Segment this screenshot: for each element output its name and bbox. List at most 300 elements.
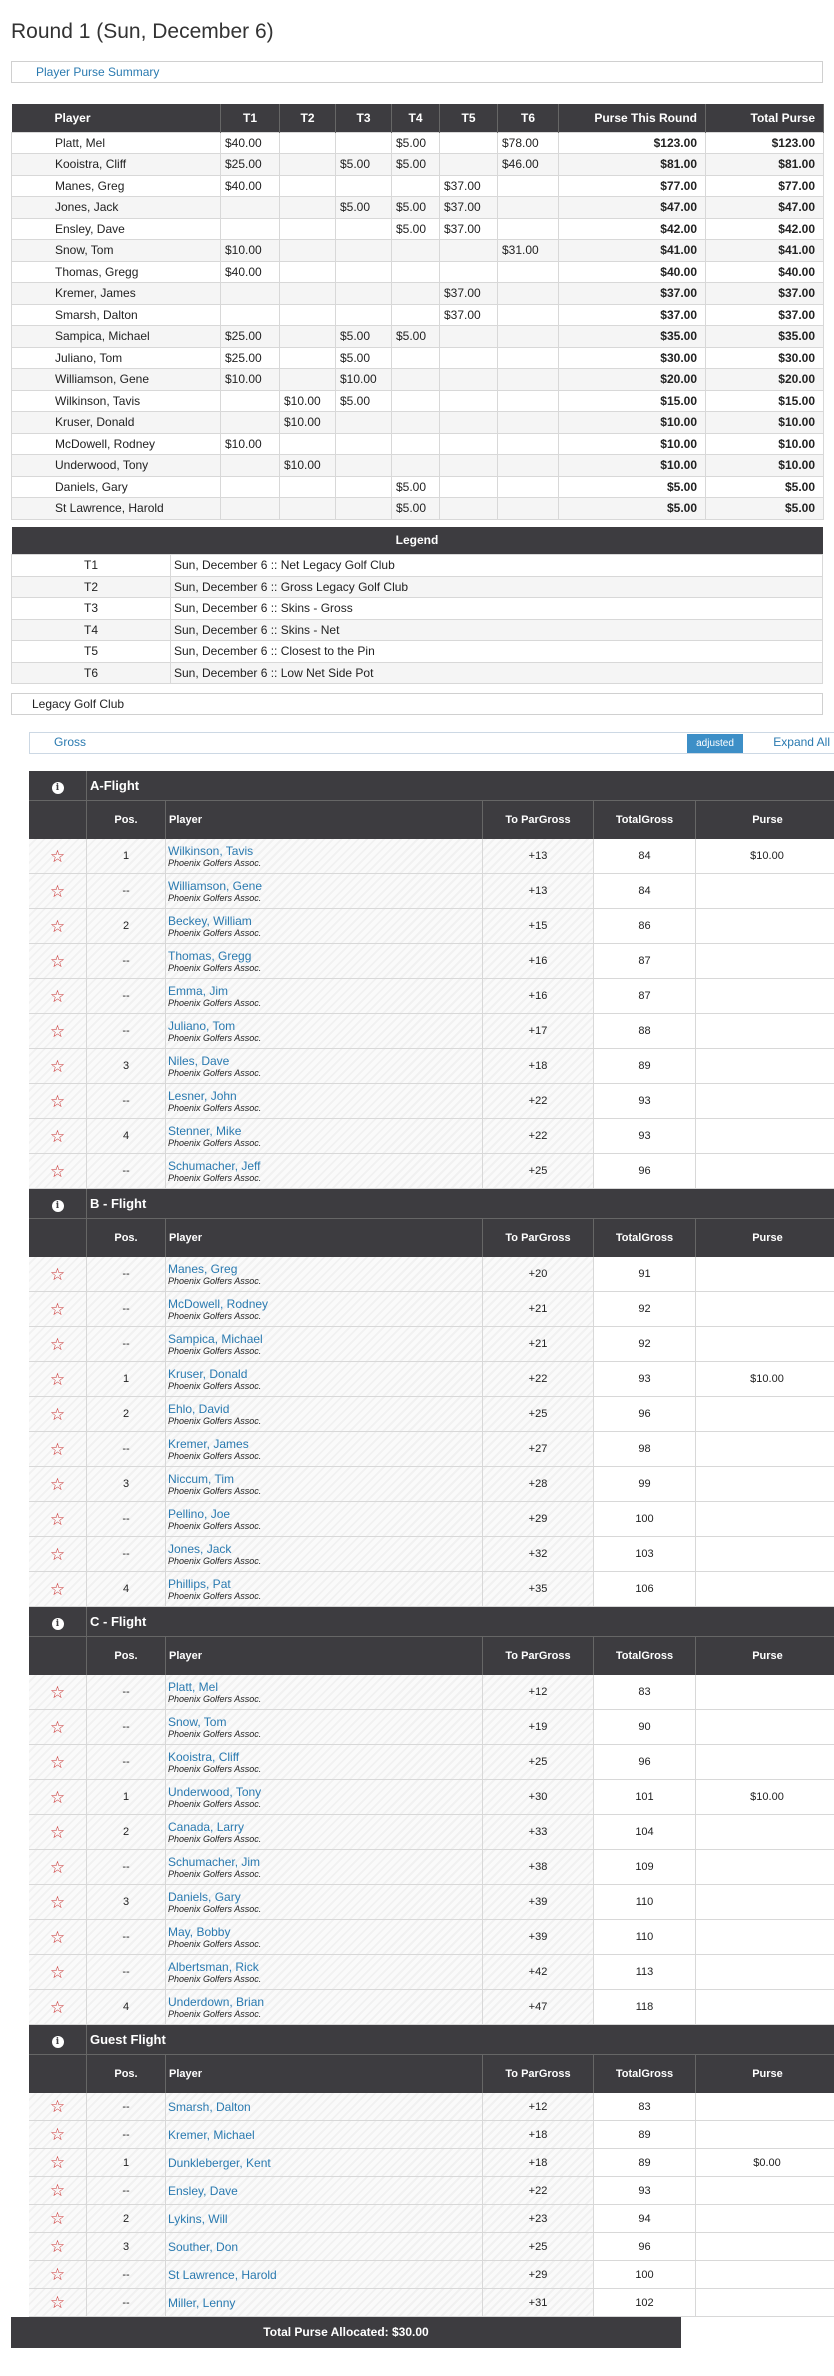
legend-table: [11, 527, 823, 685]
favorite-toggle[interactable]: [29, 1815, 87, 1849]
to-par-gross: +28: [483, 1467, 594, 1501]
player-name-link[interactable]: Kooistra, Cliff: [168, 1749, 240, 1764]
player-name-link[interactable]: Souther, Don: [168, 2239, 239, 2254]
player-name-link[interactable]: Thomas, Gregg: [168, 948, 252, 963]
star-outline-icon: ☆: [49, 2097, 66, 2116]
favorite-toggle[interactable]: [29, 909, 87, 943]
player-name-link[interactable]: Lykins, Will: [168, 2211, 228, 2226]
purse-cell: $10.00: [280, 455, 336, 477]
player-association: Phoenix Golfers Assoc.: [168, 1032, 262, 1043]
position: --: [87, 1154, 166, 1188]
total-gross: 84: [594, 874, 696, 908]
purse-cell: $5.00: [392, 326, 440, 348]
favorite-toggle[interactable]: [29, 2233, 87, 2260]
favorite-toggle[interactable]: [29, 1990, 87, 2024]
purse-amount: [696, 1990, 834, 2024]
player-name-link[interactable]: Ehlo, David: [168, 1401, 230, 1416]
purse-cell: $37.00: [440, 218, 498, 240]
position: --: [87, 1955, 166, 1989]
star-outline-icon: ☆: [49, 1579, 66, 1599]
purse-col-header: Total Purse: [706, 104, 824, 132]
star-outline-icon: ☆: [49, 1021, 66, 1041]
legend-row: [12, 662, 823, 684]
purse-cell: $25.00: [221, 154, 280, 176]
player-name-link[interactable]: Jones, Jack: [168, 1541, 232, 1556]
player-name-link[interactable]: McDowell, Rodney: [168, 1296, 269, 1311]
star-outline-icon: ☆: [49, 2125, 66, 2144]
star-outline-icon: ☆: [49, 1787, 66, 1807]
player-association: Phoenix Golfers Assoc.: [168, 927, 262, 938]
player-name-link[interactable]: Sampica, Michael: [168, 1331, 263, 1346]
position: 2: [87, 1815, 166, 1849]
favorite-toggle[interactable]: [29, 1467, 87, 1501]
star-outline-icon: ☆: [49, 1126, 66, 1146]
player-col-header: Player: [166, 1219, 483, 1257]
to-par-header-line1: To Par: [505, 813, 539, 826]
legend-description: Sun, December 6 :: Closest to the Pin: [171, 641, 823, 663]
purse-row: [12, 261, 824, 283]
purse-player-name: Platt, Mel: [12, 132, 221, 154]
player-cell: [166, 1362, 483, 1396]
purse-cell: [498, 390, 559, 412]
leaderboard-row: [29, 874, 834, 909]
favorite-toggle[interactable]: [29, 1397, 87, 1431]
to-par-gross: +25: [483, 2233, 594, 2260]
total-col-header: [594, 801, 696, 839]
gross-toolbar: [29, 732, 834, 754]
flight-header: [29, 1607, 834, 1637]
purse-cell: $15.00: [559, 390, 706, 412]
player-name-link[interactable]: Albertsman, Rick: [168, 1959, 259, 1974]
purse-amount: [696, 1432, 834, 1466]
purse-cell: [336, 261, 392, 283]
leaderboard-row: [29, 1815, 834, 1850]
purse-cell: $10.00: [706, 455, 824, 477]
flight-name: C - Flight: [90, 1614, 147, 1629]
player-purse-summary-link[interactable]: Player Purse Summary: [11, 61, 823, 83]
favorite-toggle[interactable]: [29, 1292, 87, 1326]
favorite-toggle[interactable]: [29, 2121, 87, 2148]
info-icon: i: [52, 2036, 64, 2048]
favorite-toggle[interactable]: [29, 979, 87, 1013]
favorite-toggle[interactable]: [29, 1920, 87, 1954]
total-gross: 90: [594, 1710, 696, 1744]
flight-info-button[interactable]: [29, 2025, 87, 2055]
total-gross: 93: [594, 1362, 696, 1396]
favorite-toggle[interactable]: [29, 1049, 87, 1083]
purse-amount: [696, 1815, 834, 1849]
favorite-toggle[interactable]: [29, 2093, 87, 2120]
legend-code: T3: [12, 598, 171, 620]
player-name-link[interactable]: Snow, Tom: [168, 1714, 227, 1729]
purse-cell: [392, 347, 440, 369]
player-association: Phoenix Golfers Assoc.: [168, 1102, 262, 1113]
favorite-toggle[interactable]: [29, 1850, 87, 1884]
purse-amount: [696, 1710, 834, 1744]
purse-cell: [440, 326, 498, 348]
total-gross: 110: [594, 1885, 696, 1919]
info-icon: i: [52, 1200, 64, 1212]
purse-row: [12, 498, 824, 520]
leaderboard-row: [29, 2149, 834, 2177]
position: 3: [87, 2233, 166, 2260]
total-gross: 102: [594, 2289, 696, 2316]
leaderboard-row: [29, 839, 834, 874]
flight-info-button[interactable]: [29, 771, 87, 801]
favorite-toggle[interactable]: [29, 1257, 87, 1291]
purse-cell: [336, 132, 392, 154]
player-cell: [166, 979, 483, 1013]
favorite-toggle[interactable]: [29, 2149, 87, 2176]
page-title: Round 1 (Sun, December 6): [11, 20, 274, 43]
purse-cell: [280, 261, 336, 283]
purse-cell: $37.00: [440, 304, 498, 326]
purse-cell: [336, 476, 392, 498]
position: --: [87, 979, 166, 1013]
flight-section: [29, 2025, 834, 2317]
to-par-gross: +42: [483, 1955, 594, 1989]
position: 2: [87, 1397, 166, 1431]
player-name-link[interactable]: Kruser, Donald: [168, 1366, 248, 1381]
favorite-toggle[interactable]: [29, 1537, 87, 1571]
player-col-header: Player: [166, 2055, 483, 2093]
purse-cell: [498, 197, 559, 219]
position: --: [87, 1502, 166, 1536]
favorite-toggle[interactable]: [29, 1572, 87, 1606]
purse-cell: [392, 455, 440, 477]
player-name-link[interactable]: Underwood, Tony: [168, 1784, 262, 1799]
player-name-link[interactable]: Stenner, Mike: [168, 1123, 242, 1138]
total-gross: 93: [594, 1119, 696, 1153]
player-name-link[interactable]: Lesner, John: [168, 1088, 237, 1103]
purse-amount: [696, 1014, 834, 1048]
player-name-link[interactable]: Dunkleberger, Kent: [168, 2155, 271, 2170]
to-par-gross: +39: [483, 1920, 594, 1954]
favorite-toggle[interactable]: [29, 1955, 87, 1989]
purse-player-name: Ensley, Dave: [12, 218, 221, 240]
leaderboard-row: [29, 1885, 834, 1920]
star-outline-icon: ☆: [49, 2293, 66, 2312]
purse-cell: $37.00: [559, 283, 706, 305]
player-name-link[interactable]: Juliano, Tom: [168, 1018, 236, 1033]
player-association: Phoenix Golfers Assoc.: [168, 1485, 262, 1496]
purse-cell: $5.00: [706, 476, 824, 498]
position: 3: [87, 1049, 166, 1083]
purse-cell: $40.00: [221, 132, 280, 154]
flight-info-button[interactable]: [29, 1607, 87, 1637]
purse-cell: [440, 498, 498, 520]
purse-cell: $40.00: [221, 261, 280, 283]
player-association: Phoenix Golfers Assoc.: [168, 1275, 262, 1286]
flight-info-button[interactable]: [29, 1189, 87, 1219]
player-name-link[interactable]: Smarsh, Dalton: [168, 2099, 251, 2114]
total-header-line2: Gross: [641, 1649, 674, 1662]
purse-cell: [280, 132, 336, 154]
expand-all-link[interactable]: Expand All: [773, 735, 830, 749]
to-par-gross: +22: [483, 1362, 594, 1396]
purse-col-header: Player: [12, 104, 221, 132]
favorite-toggle[interactable]: [29, 2289, 87, 2316]
player-cell: [166, 1119, 483, 1153]
purse-cell: $40.00: [559, 261, 706, 283]
player-cell: [166, 2177, 483, 2204]
favorite-toggle[interactable]: [29, 1084, 87, 1118]
total-gross: 93: [594, 2177, 696, 2204]
flight-section: [29, 1189, 834, 1607]
player-association: Phoenix Golfers Assoc.: [168, 1555, 262, 1566]
player-name-link[interactable]: May, Bobby: [168, 1924, 231, 1939]
to-par-gross: +29: [483, 1502, 594, 1536]
purse-player-name: Kooistra, Cliff: [12, 154, 221, 176]
player-association: Phoenix Golfers Assoc.: [168, 857, 262, 868]
purse-cell: $20.00: [706, 369, 824, 391]
star-outline-icon: ☆: [49, 1334, 66, 1354]
player-association: Phoenix Golfers Assoc.: [168, 1938, 262, 1949]
player-name-link[interactable]: Daniels, Gary: [168, 1889, 241, 1904]
purse-amount: $10.00: [696, 1780, 834, 1814]
player-cell: [166, 1084, 483, 1118]
leaderboard-row: [29, 2093, 834, 2121]
flight-column-headers: [29, 801, 834, 839]
player-association: Phoenix Golfers Assoc.: [168, 1903, 262, 1914]
player-name-link[interactable]: Niccum, Tim: [168, 1471, 234, 1486]
purse-amount: [696, 2261, 834, 2288]
purse-cell: [498, 326, 559, 348]
purse-cell: [221, 412, 280, 434]
purse-cell: [440, 132, 498, 154]
position: --: [87, 1327, 166, 1361]
favorite-toggle[interactable]: [29, 1362, 87, 1396]
player-cell: [166, 909, 483, 943]
star-outline-icon: ☆: [49, 1544, 66, 1564]
player-name-link[interactable]: Pellino, Joe: [168, 1506, 231, 1521]
favorite-toggle[interactable]: [29, 1502, 87, 1536]
total-header-line1: Total: [615, 1231, 642, 1244]
position: 4: [87, 1119, 166, 1153]
to-par-gross: +30: [483, 1780, 594, 1814]
leaderboard-row: [29, 1572, 834, 1607]
purse-cell: [440, 433, 498, 455]
total-gross: 89: [594, 1049, 696, 1083]
player-association: Phoenix Golfers Assoc.: [168, 1868, 262, 1879]
player-name-link[interactable]: Schumacher, Jim: [168, 1854, 261, 1869]
to-par-gross: +12: [483, 1675, 594, 1709]
player-name-link[interactable]: Williamson, Gene: [168, 878, 263, 893]
leaderboard-row: [29, 1675, 834, 1710]
pos-col-header: Pos.: [87, 801, 166, 839]
position: --: [87, 1850, 166, 1884]
purse-cell: $5.00: [706, 498, 824, 520]
purse-cell: [221, 498, 280, 520]
player-name-link[interactable]: St Lawrence, Harold: [168, 2267, 277, 2282]
purse-cell: $10.00: [221, 240, 280, 262]
favorite-toggle[interactable]: [29, 2261, 87, 2288]
purse-cell: $41.00: [559, 240, 706, 262]
player-name-link[interactable]: Manes, Greg: [168, 1261, 238, 1276]
purse-cell: [392, 283, 440, 305]
player-name-link[interactable]: Kremer, Michael: [168, 2127, 255, 2142]
leaderboard-row: [29, 2121, 834, 2149]
purse-cell: $30.00: [706, 347, 824, 369]
player-name-link[interactable]: Canada, Larry: [168, 1819, 245, 1834]
position: --: [87, 2093, 166, 2120]
star-outline-icon: ☆: [49, 1161, 66, 1181]
favorite-toggle[interactable]: [29, 1745, 87, 1779]
purse-amount: [696, 944, 834, 978]
player-name-link[interactable]: Schumacher, Jeff: [168, 1158, 261, 1173]
purse-amount: [696, 1119, 834, 1153]
player-name-link[interactable]: Miller, Lenny: [168, 2295, 236, 2310]
favorite-toggle[interactable]: [29, 839, 87, 873]
total-gross: 84: [594, 839, 696, 873]
purse-cell: [498, 283, 559, 305]
leaderboard-row: [29, 1362, 834, 1397]
purse-cell: [336, 304, 392, 326]
star-outline-icon: ☆: [49, 1264, 66, 1284]
total-gross: 91: [594, 1257, 696, 1291]
purse-amount: [696, 979, 834, 1013]
star-outline-icon: ☆: [49, 1717, 66, 1737]
player-name-link[interactable]: Wilkinson, Tavis: [168, 843, 254, 858]
legend-row: [12, 619, 823, 641]
position: --: [87, 874, 166, 908]
purse-col-header: Purse: [752, 813, 783, 826]
purse-amount: [696, 1327, 834, 1361]
purse-amount: [696, 2121, 834, 2148]
purse-player-name: Jones, Jack: [12, 197, 221, 219]
purse-cell: $40.00: [221, 175, 280, 197]
position: --: [87, 2289, 166, 2316]
total-header-line2: Gross: [641, 1231, 674, 1244]
player-name-link[interactable]: Phillips, Pat: [168, 1576, 231, 1591]
purse-cell: [336, 455, 392, 477]
player-cell: [166, 1432, 483, 1466]
purse-row: [12, 240, 824, 262]
player-name-link[interactable]: Platt, Mel: [168, 1679, 219, 1694]
purse-amount: [696, 2289, 834, 2316]
favorite-toggle[interactable]: [29, 1119, 87, 1153]
purse-cell: [280, 283, 336, 305]
favorite-toggle[interactable]: [29, 1710, 87, 1744]
player-name-link[interactable]: Underdown, Brian: [168, 1994, 265, 2009]
favorite-toggle[interactable]: [29, 944, 87, 978]
favorite-toggle[interactable]: [29, 2177, 87, 2204]
purse-player-name: Daniels, Gary: [12, 476, 221, 498]
favorite-toggle[interactable]: [29, 1327, 87, 1361]
leaderboard-row: [29, 1432, 834, 1467]
favorite-toggle[interactable]: [29, 1885, 87, 1919]
purse-cell: [280, 304, 336, 326]
purse-cell: $5.00: [336, 154, 392, 176]
player-name-link[interactable]: Ensley, Dave: [168, 2183, 238, 2198]
flight-name: B - Flight: [90, 1196, 147, 1211]
total-gross: 88: [594, 1014, 696, 1048]
legend-row: [12, 576, 823, 598]
leaderboard-row: [29, 2177, 834, 2205]
purse-cell: [440, 369, 498, 391]
favorite-toggle[interactable]: [29, 2205, 87, 2232]
leaderboard-row: [29, 1502, 834, 1537]
player-cell: [166, 2121, 483, 2148]
total-gross: 103: [594, 1537, 696, 1571]
player-name-link[interactable]: Niles, Dave: [168, 1053, 230, 1068]
purse-cell: $31.00: [498, 240, 559, 262]
favorite-toggle[interactable]: [29, 1154, 87, 1188]
star-outline-icon: ☆: [49, 1892, 66, 1912]
to-par-header-line2: Gross: [538, 1231, 571, 1244]
purse-cell: [440, 240, 498, 262]
flight-name: A-Flight: [90, 778, 140, 793]
position: --: [87, 1014, 166, 1048]
purse-cell: $77.00: [559, 175, 706, 197]
star-outline-icon: ☆: [49, 986, 66, 1006]
favorite-toggle[interactable]: [29, 1675, 87, 1709]
purse-cell: [280, 433, 336, 455]
purse-cell: [280, 369, 336, 391]
total-gross: 96: [594, 1745, 696, 1779]
purse-amount: [696, 1049, 834, 1083]
player-cell: [166, 1397, 483, 1431]
total-col-header: [594, 1637, 696, 1675]
purse-col-header: Purse This Round: [559, 104, 706, 132]
legend-description: Sun, December 6 :: Skins - Net: [171, 619, 823, 641]
player-name-link[interactable]: Kremer, James: [168, 1436, 249, 1451]
purse-cell: $37.00: [440, 175, 498, 197]
info-icon: i: [52, 1618, 64, 1630]
star-outline-icon: ☆: [49, 1056, 66, 1076]
purse-cell: [498, 218, 559, 240]
favorite-toggle[interactable]: [29, 1780, 87, 1814]
favorite-toggle[interactable]: [29, 874, 87, 908]
player-cell: [166, 2289, 483, 2316]
favorite-toggle[interactable]: [29, 1014, 87, 1048]
position: 3: [87, 1885, 166, 1919]
purse-cell: $25.00: [221, 326, 280, 348]
to-par-gross: +39: [483, 1885, 594, 1919]
purse-row: [12, 347, 824, 369]
total-gross: 113: [594, 1955, 696, 1989]
purse-cell: [280, 175, 336, 197]
purse-cell: $5.00: [392, 218, 440, 240]
purse-cell: [440, 455, 498, 477]
purse-cell: [440, 476, 498, 498]
player-association: Phoenix Golfers Assoc.: [168, 1833, 262, 1844]
star-outline-icon: ☆: [49, 846, 66, 866]
player-name-link[interactable]: Beckey, William: [168, 913, 252, 928]
flight-header: [29, 1189, 834, 1219]
leaderboard-row: [29, 1014, 834, 1049]
player-cell: [166, 1537, 483, 1571]
favorite-col-header: [29, 801, 87, 839]
leaderboard-row: [29, 1327, 834, 1362]
to-par-gross: +32: [483, 1537, 594, 1571]
adjusted-badge[interactable]: adjusted: [687, 734, 743, 753]
player-name-link[interactable]: Emma, Jim: [168, 983, 228, 998]
leaderboard-row: [29, 1850, 834, 1885]
favorite-toggle[interactable]: [29, 1432, 87, 1466]
pos-col-header: Pos.: [87, 2055, 166, 2093]
flight-column-headers: [29, 2055, 834, 2093]
position: --: [87, 1084, 166, 1118]
purse-col-header: Purse: [752, 1231, 783, 1244]
player-cell: [166, 2233, 483, 2260]
player-association: Phoenix Golfers Assoc.: [168, 1310, 262, 1321]
purse-cell: [498, 476, 559, 498]
to-par-gross: +13: [483, 839, 594, 873]
player-association: Phoenix Golfers Assoc.: [168, 997, 262, 1008]
position: 4: [87, 1572, 166, 1606]
gross-toggle[interactable]: Gross: [54, 735, 87, 749]
